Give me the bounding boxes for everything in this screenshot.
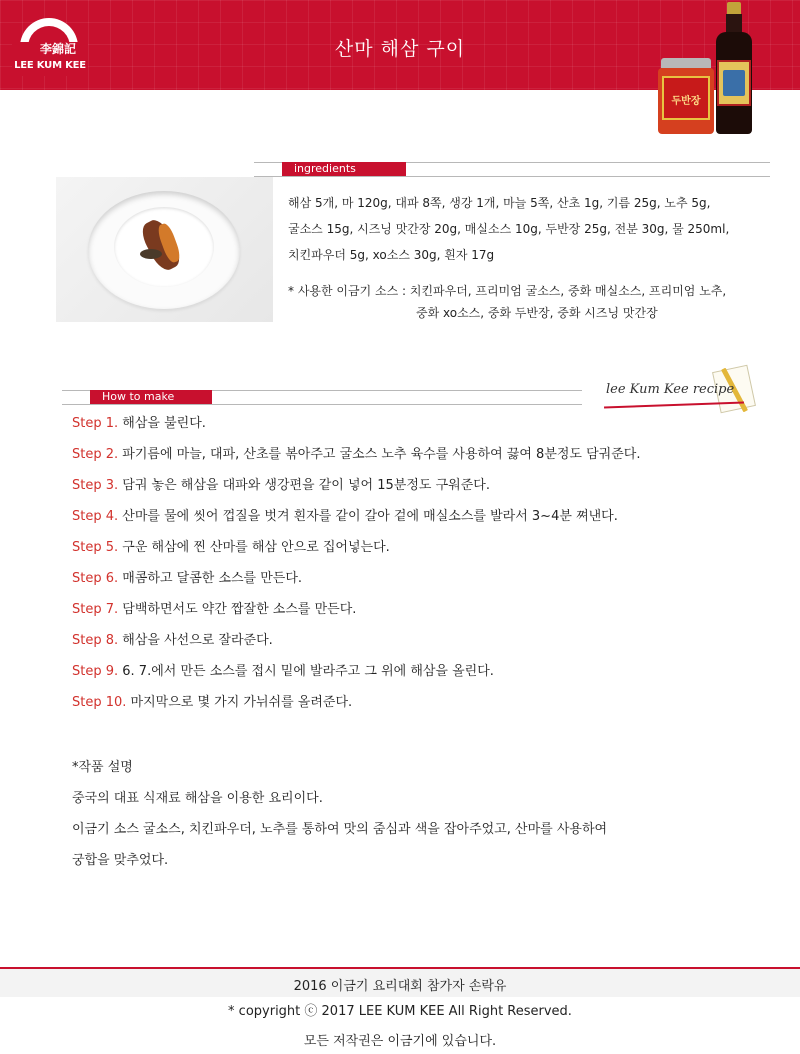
ingredients-list (288, 190, 768, 268)
step-item (72, 472, 772, 503)
step-text: 해삼을 사선으로 잘라준다. (118, 633, 273, 648)
jar-lid (661, 58, 711, 68)
dish-description (72, 752, 772, 876)
step-item (72, 565, 772, 596)
recipe-sticker-text: lee Kum Kee recipe (606, 382, 735, 397)
step-label: Step 9. (72, 664, 119, 679)
jar-label (662, 76, 710, 120)
bottle-label (717, 60, 751, 106)
step-label: Step 5. (72, 540, 119, 555)
logo-chinese-text: 李錦記 (40, 42, 77, 56)
step-text: 마지막으로 몇 가지 가뉘쉬를 올려준다. (126, 695, 353, 710)
sauces-used-line1: * 사용한 이금기 소스 : 치킨파우더, 프리미엄 굴소스, 중화 매실소스, 프리미엄 노추, (288, 284, 727, 298)
step-label: Step 10. (72, 695, 127, 710)
steps-list (72, 410, 772, 720)
page-title: 산마 해삼 구이 (334, 38, 466, 60)
step-item (72, 503, 772, 534)
step-item (72, 658, 772, 689)
sauces-used-line2: 중화 xo소스, 중화 두반장, 중화 시즈닝 맛간장 (416, 306, 658, 320)
step-label: Step 1. (72, 416, 119, 431)
step-label: Step 2. (72, 447, 119, 462)
step-item (72, 441, 772, 472)
step-label: Step 4. (72, 509, 119, 524)
step-item (72, 410, 772, 441)
how-to-make-tab: How to make (90, 390, 212, 404)
ingredients-line: 해삼 5개, 마 120g, 대파 8쪽, 생강 1개, 마늘 5쪽, 산초 1g, 기름 25g, 노추 5g, (288, 196, 711, 210)
step-text: 파기름에 마늘, 대파, 산초를 볶아주고 굴소스 노추 육수를 사용하여 끓여 8분정도 담궈준다. (118, 447, 641, 462)
ingredients-divider-lower (254, 176, 770, 177)
step-item (72, 596, 772, 627)
step-label: Step 7. (72, 602, 119, 617)
bottle-label-picture (723, 70, 745, 96)
ingredients-line: 굴소스 15g, 시즈닝 맛간장 20g, 매실소스 10g, 두반장 25g, 전분 30g, 물 250ml, (288, 222, 730, 236)
sauce-drizzle (140, 249, 162, 259)
description-line: 중국의 대표 식재료 해삼을 이용한 요리이다. (72, 791, 323, 806)
step-text: 산마를 물에 씻어 껍질을 벗겨 흰자를 같이 갈아 겉에 매실소스를 발라서 3~4분 쪄낸다. (118, 509, 618, 524)
step-label: Step 8. (72, 633, 119, 648)
step-text: 해삼을 불린다. (118, 416, 206, 431)
step-item (72, 689, 772, 720)
footer-rights: 모든 저작권은 이금기에 있습니다. (303, 1034, 497, 1049)
footer-participant: 2016 이금기 요리대회 참가자 손락유 (293, 979, 507, 994)
description-heading: *작품 설명 (72, 760, 133, 775)
step-item (72, 534, 772, 565)
step-label: Step 3. (72, 478, 119, 493)
step-text: 담궈 놓은 해삼을 대파와 생강편을 같이 넣어 15분정도 구워준다. (118, 478, 490, 493)
step-text: 구운 해삼에 찐 산마를 해삼 안으로 집어넣는다. (118, 540, 390, 555)
step-text: 6. 7.에서 만든 소스를 접시 밑에 발라주고 그 위에 해삼을 올린다. (118, 664, 494, 679)
step-text: 매콤하고 달콤한 소스를 만든다. (118, 571, 303, 586)
how-to-divider-lower (62, 404, 582, 405)
footer-copyright: * copyright ⓒ 2017 LEE KUM KEE All Right Reserved. (228, 1004, 572, 1019)
step-text: 담백하면서도 약간 짭잘한 소스를 만든다. (118, 602, 357, 617)
step-label: Step 6. (72, 571, 119, 586)
description-line: 궁합을 맞추었다. (72, 853, 169, 868)
ingredients-line: 치킨파우더 5g, xo소스 30g, 흰자 17g (288, 248, 495, 262)
jar-label-text: 두반장 (671, 96, 701, 107)
sauce-bottle-image (714, 2, 754, 136)
description-line: 이금기 소스 굴소스, 치킨파우더, 노추를 통하여 맛의 줌심과 색을 잡아주었고, 산마를 사용하여 (72, 822, 608, 837)
logo-english-text: LEE KUM KEE (14, 60, 86, 71)
sauce-jar-image (658, 58, 714, 136)
ingredients-tab: ingredients (282, 162, 406, 176)
step-item (72, 627, 772, 658)
dish-photo (56, 177, 273, 322)
